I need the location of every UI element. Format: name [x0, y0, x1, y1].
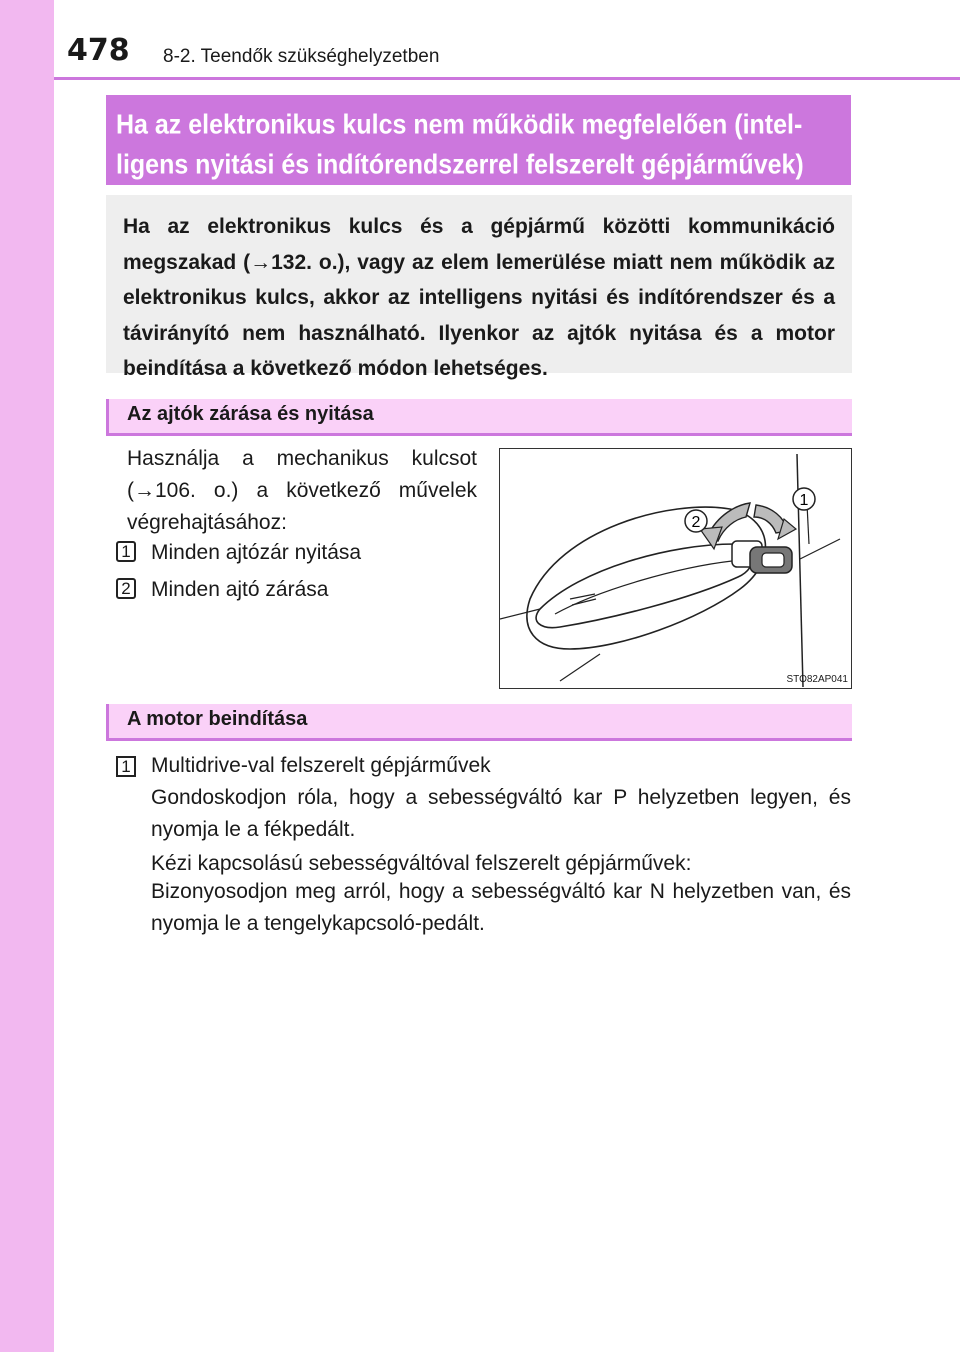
engine-manual-text: Bizonyosodjon meg arról, hogy a sebességváltó kar N helyzetben van, és nyomja le a tengelykapcsoló-pedált. [151, 880, 851, 935]
callout-1: 1 [799, 492, 809, 509]
step-number-engine-1: 1 [116, 756, 136, 777]
step-number-1: 1 [116, 541, 136, 562]
door-handle-illustration [499, 448, 852, 689]
engine-manual-heading: Kézi kapcsolású sebességváltóval felszerelt gépjárművek: [151, 852, 692, 875]
header-rule [54, 77, 960, 80]
page-number: 478 [67, 33, 130, 68]
title-line-2: ligens nyitási és indítórendszerrel felszerelt gépjárművek) [116, 148, 804, 181]
page-title [106, 95, 851, 185]
step-number-2: 2 [116, 578, 136, 599]
doors-instruction: Használja a mechanikus kulcsot (→106. o.) a következő művelek végrehajtásához: [127, 447, 477, 534]
engine-multidrive-heading: Multidrive-val felszerelt gépjárművek [151, 754, 491, 777]
engine-multidrive-text: Gondoskodjon róla, hogy a sebességváltó kar P helyzetben legyen, és nyomja le a fékpedált. [151, 786, 851, 841]
section-heading-engine: A motor beindítása [106, 704, 852, 741]
step-label-lock: Minden ajtó zárása [151, 578, 329, 601]
door-handle-drawing [500, 449, 850, 687]
title-line-1: Ha az elektronikus kulcs nem működik megfelelően (intel- [116, 108, 803, 141]
section-heading-doors: Az ajtók zárása és nyitása [106, 399, 852, 436]
side-color-strip [0, 0, 54, 1352]
step-label-unlock: Minden ajtózár nyitása [151, 541, 362, 564]
running-head: 8-2. Teendők szükséghelyzetben [163, 46, 440, 67]
figure-code: STO82AP041 [786, 674, 848, 685]
intro-paragraph: Ha az elektronikus kulcs és a gépjármű közötti kommunikáció megszakad (→132. o.), vagy az elem lemerülése miatt nem működik az elektronikus kulcs, akkor az intelligens nyitási és indítórendszer és a távirányító nem használható. Ilyenkor az ajtók nyitása és a motor beindítása a következő módon lehetséges. [106, 195, 852, 373]
callout-2: 2 [691, 514, 701, 531]
